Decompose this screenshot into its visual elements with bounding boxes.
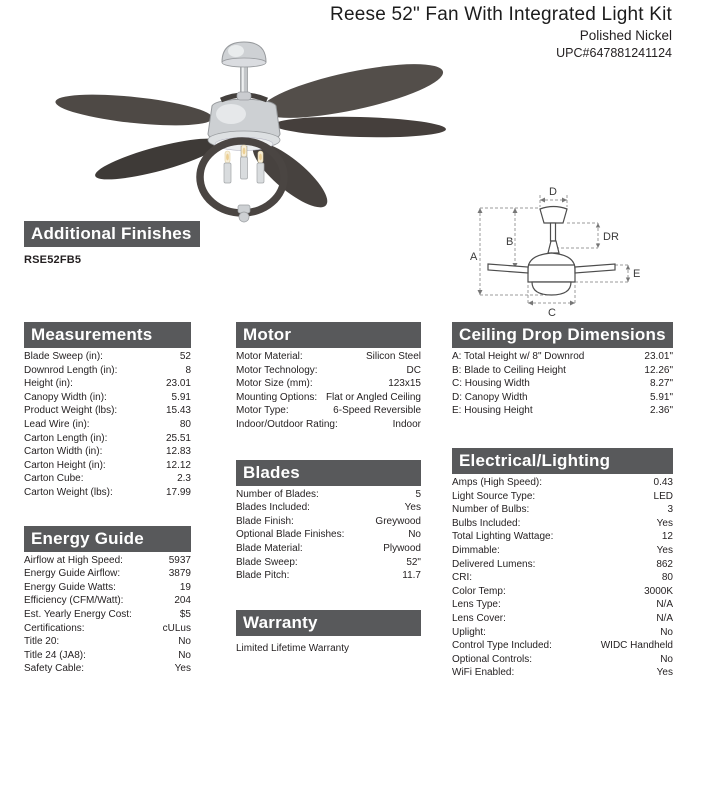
spec-value: 23.01 [165, 378, 191, 390]
spec-row [24, 377, 191, 391]
spec-label: Lead Wire (in): [24, 418, 90, 430]
downrod-canopy [222, 42, 266, 100]
section-header-motor: Motor [236, 322, 421, 348]
spec-row [24, 486, 191, 500]
label-a: A [470, 251, 478, 263]
spec-label: Safety Cable: [24, 663, 85, 675]
spec-label: Carton Height (in): [24, 459, 106, 471]
spec-label: Mounting Options: [236, 391, 318, 403]
spec-label: Airflow at High Speed: [24, 554, 123, 566]
spec-row [236, 391, 421, 405]
spec-value: 8 [185, 364, 191, 376]
spec-label: Lens Cover: [452, 612, 506, 624]
spec-value: 15.43 [165, 405, 191, 417]
ceiling-drop-table [452, 350, 673, 418]
spec-row [24, 391, 191, 405]
spec-label: Number of Blades: [236, 488, 319, 500]
spec-label: Blade Pitch: [236, 570, 290, 582]
spec-label: Blades Included: [236, 502, 310, 514]
spec-label: Uplight: [452, 626, 486, 638]
spec-value: 52 [179, 351, 191, 362]
spec-value: Yes [656, 544, 673, 556]
warranty-section [236, 610, 421, 654]
spec-label: WiFi Enabled: [452, 667, 515, 679]
spec-row [452, 598, 673, 612]
section-header-blades: Blades [236, 460, 421, 486]
spec-value: 80 [179, 418, 191, 430]
spec-value: 0.43 [653, 476, 673, 488]
spec-value: No [660, 653, 673, 665]
spec-row [24, 649, 191, 663]
spec-row [24, 662, 191, 676]
motor-section [236, 322, 421, 432]
spec-label: Dimmable: [452, 544, 500, 556]
spec-label: A: Total Height w/ 8" Downrod [452, 351, 585, 362]
spec-row [236, 569, 421, 583]
spec-row [24, 404, 191, 418]
spec-label: Blade Material: [236, 542, 303, 554]
spec-row [236, 528, 421, 542]
spec-row [24, 472, 191, 486]
product-title: Reese 52" Fan With Integrated Light Kit [330, 4, 672, 25]
spec-row [236, 377, 421, 391]
spec-label: Efficiency (CFM/Watt): [24, 595, 124, 607]
spec-row [24, 622, 191, 636]
spec-label: Carton Weight (lbs): [24, 486, 113, 498]
spec-row [452, 530, 673, 544]
spec-value: 80 [661, 572, 673, 584]
spec-row [452, 585, 673, 599]
spec-value: Yes [656, 667, 673, 679]
label-e: E [633, 268, 641, 280]
spec-label: Est. Yearly Energy Cost: [24, 608, 132, 620]
spec-label: Motor Type: [236, 405, 289, 417]
spec-label: Motor Size (mm): [236, 378, 313, 390]
spec-row [452, 391, 673, 405]
spec-label: Carton Width (in): [24, 446, 103, 458]
spec-row [24, 594, 191, 608]
spec-row [24, 635, 191, 649]
spec-label: Color Temp: [452, 585, 506, 597]
spec-row [236, 418, 421, 432]
spec-value: 3000K [644, 585, 673, 597]
spec-value: No [178, 649, 191, 661]
energy-guide-table [24, 554, 191, 676]
spec-label: Optional Controls: [452, 653, 533, 665]
spec-row [452, 571, 673, 585]
spec-label: Light Source Type: [452, 490, 536, 502]
spec-row [236, 515, 421, 529]
spec-row [452, 639, 673, 653]
spec-label: Title 20: [24, 636, 60, 648]
column-middle [236, 322, 421, 654]
spec-value: 52" [406, 556, 421, 568]
spec-row [452, 558, 673, 572]
spec-label: Product Weight (lbs): [24, 405, 118, 417]
spec-value: Yes [656, 517, 673, 529]
spec-row [236, 556, 421, 570]
spec-row [24, 608, 191, 622]
spec-label: Blade Sweep (in): [24, 351, 103, 362]
spec-value: WIDC Handheld [600, 640, 673, 652]
spec-value: 12 [661, 531, 673, 543]
spec-label: Downrod Length (in): [24, 364, 118, 376]
spec-value: 123x15 [388, 378, 421, 390]
spec-value: 6-Speed Reversible [333, 405, 421, 417]
product-finish: Polished Nickel [579, 28, 672, 43]
spec-label: Carton Cube: [24, 473, 84, 485]
label-d: D [549, 186, 557, 198]
spec-value: No [408, 529, 421, 541]
spec-label: E: Housing Height [452, 405, 533, 417]
spec-label: Amps (High Speed): [452, 476, 543, 488]
section-header-warranty: Warranty [236, 610, 421, 636]
spec-row [24, 567, 191, 581]
spec-label: Indoor/Outdoor Rating: [236, 418, 338, 430]
spec-value: 8.27" [649, 378, 673, 390]
spec-row [452, 612, 673, 626]
spec-value: 3 [667, 504, 673, 516]
spec-row [452, 476, 673, 490]
spec-label: CRI: [452, 572, 472, 584]
spec-row [452, 666, 673, 680]
measurements-section [24, 322, 191, 500]
spec-row [24, 554, 191, 568]
electrical-lighting-section [452, 448, 673, 680]
spec-value: 862 [656, 558, 673, 570]
spec-value: 25.51 [165, 432, 191, 444]
spec-label: Motor Technology: [236, 364, 318, 376]
column-right [452, 322, 673, 680]
spec-value: Yes [404, 502, 421, 514]
ceiling-drop-diagram-image [452, 183, 710, 318]
label-b: B [506, 236, 514, 248]
spec-row [452, 364, 673, 378]
spec-row [452, 544, 673, 558]
spec-value: 5 [415, 488, 421, 500]
spec-value: Silicon Steel [365, 351, 421, 362]
spec-row [236, 542, 421, 556]
spec-value: 5937 [168, 554, 191, 566]
spec-value: 2.3 [177, 473, 191, 485]
spec-value: Indoor [392, 418, 421, 430]
spec-value: 5.91 [171, 391, 191, 403]
spec-row [236, 404, 421, 418]
spec-value: 23.01" [644, 351, 673, 362]
spec-label: Height (in): [24, 378, 73, 390]
spec-value: Yes [174, 663, 191, 675]
ceiling-fan-image [28, 30, 452, 232]
section-header-electrical-lighting: Electrical/Lighting [452, 448, 673, 474]
spec-value: 5.91" [649, 391, 673, 403]
additional-finishes-section [24, 221, 200, 266]
spec-value: Flat or Angled Ceiling [325, 391, 421, 403]
spec-value: 12.26" [644, 364, 673, 376]
finish-code: RSE52FB5 [24, 254, 82, 266]
spec-label: Optional Blade Finishes: [236, 529, 345, 541]
spec-row [452, 404, 673, 418]
column-left [24, 322, 191, 676]
motor-table [236, 350, 421, 432]
spec-value: DC [406, 364, 421, 376]
product-upc: UPC#647881241124 [556, 46, 672, 60]
spec-value: Plywood [383, 542, 421, 554]
energy-guide-section [24, 526, 191, 676]
ceiling-drop-diagram [452, 183, 710, 318]
measurements-table [24, 350, 191, 500]
warranty-note: Limited Lifetime Warranty [236, 642, 349, 654]
spec-value: 3879 [168, 568, 191, 580]
blades-section [236, 460, 421, 583]
spec-value: 11.7 [402, 570, 421, 582]
spec-value: N/A [656, 599, 673, 611]
spec-label: D: Canopy Width [452, 391, 528, 403]
ceiling-drop-section [452, 322, 673, 418]
spec-value: 204 [174, 595, 191, 607]
spec-label: Lens Type: [452, 599, 501, 611]
spec-value: cULus [162, 622, 191, 634]
spec-label: Delivered Lumens: [452, 558, 536, 570]
spec-row [24, 432, 191, 446]
spec-value: 12.83 [165, 446, 191, 458]
spec-row [236, 364, 421, 378]
spec-value: No [178, 636, 191, 648]
spec-label: Energy Guide Watts: [24, 581, 116, 593]
spec-row [24, 445, 191, 459]
spec-row [24, 364, 191, 378]
spec-label: Certifications: [24, 622, 85, 634]
label-dr: DR [603, 231, 619, 243]
spec-label: Blade Finish: [236, 515, 294, 527]
spec-row [24, 459, 191, 473]
spec-row [452, 490, 673, 504]
spec-row [24, 418, 191, 432]
spec-value: 17.99 [165, 486, 191, 498]
spec-label: Carton Length (in): [24, 432, 108, 444]
section-header-measurements: Measurements [24, 322, 191, 348]
spec-label: Control Type Included: [452, 640, 552, 652]
spec-label: Number of Bulbs: [452, 504, 530, 516]
spec-row [236, 488, 421, 502]
label-c: C [548, 307, 556, 318]
spec-value: N/A [656, 612, 673, 624]
spec-value: $5 [179, 608, 191, 620]
spec-label: Motor Material: [236, 351, 303, 362]
spec-label: Blade Sweep: [236, 556, 298, 568]
spec-row [452, 653, 673, 667]
product-photo [28, 30, 452, 232]
spec-row [236, 350, 421, 364]
section-header-additional-finishes: Additional Finishes [24, 221, 200, 247]
spec-label: Canopy Width (in): [24, 391, 107, 403]
spec-label: Bulbs Included: [452, 517, 521, 529]
spec-row [236, 501, 421, 515]
section-header-ceiling-drop: Ceiling Drop Dimensions [452, 322, 673, 348]
section-header-energy-guide: Energy Guide [24, 526, 191, 552]
spec-row [452, 377, 673, 391]
spec-row [24, 581, 191, 595]
spec-row [452, 503, 673, 517]
electrical-lighting-table [452, 476, 673, 680]
spec-value: Greywood [375, 515, 421, 527]
spec-row [452, 517, 673, 531]
spec-row [452, 626, 673, 640]
spec-label: Title 24 (JA8): [24, 649, 86, 661]
spec-label: B: Blade to Ceiling Height [452, 364, 566, 376]
spec-label: C: Housing Width [452, 378, 530, 390]
spec-label: Total Lighting Wattage: [452, 531, 554, 543]
spec-row [452, 350, 673, 364]
spec-label: Energy Guide Airflow: [24, 568, 121, 580]
spec-value: LED [653, 490, 673, 502]
spec-value: 2.36" [649, 405, 673, 417]
spec-value: 19 [179, 581, 191, 593]
blades-table [236, 488, 421, 583]
spec-row [24, 350, 191, 364]
spec-value: 12.12 [165, 459, 191, 471]
spec-value: No [660, 626, 673, 638]
